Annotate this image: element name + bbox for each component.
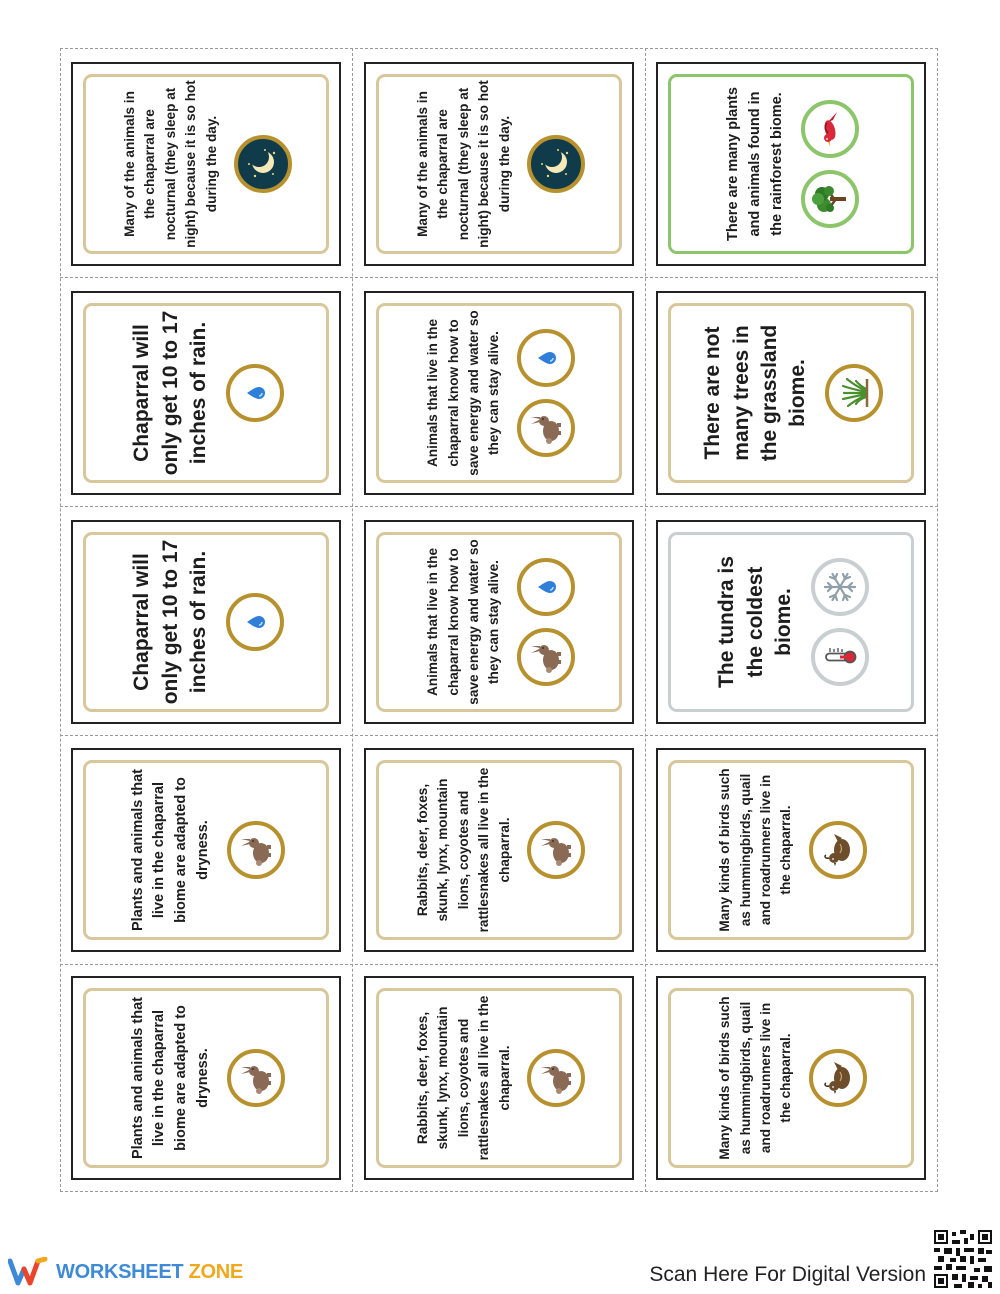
fact-card <box>364 976 634 1180</box>
rabbit-icon <box>527 821 585 879</box>
fact-card-frame <box>83 988 329 1168</box>
fact-card-content <box>376 762 622 938</box>
fact-card-text: Many kinds of birds such as hummingbirds, quail and roadrunners live in the chaparral. <box>717 996 794 1160</box>
fact-card-frame <box>376 303 622 483</box>
fact-card-frame <box>376 532 622 712</box>
fact-card-content <box>376 305 622 481</box>
rabbit-icon <box>527 1049 585 1107</box>
water-drop-icon <box>226 364 284 422</box>
fact-card <box>364 62 634 266</box>
fact-card-content <box>668 76 914 252</box>
fact-card <box>364 520 634 724</box>
fact-card-icons <box>527 1049 585 1107</box>
fact-card-text: Many kinds of birds such as hummingbirds, quail and roadrunners live in the chaparral. <box>717 768 794 932</box>
fact-card-frame <box>376 74 622 254</box>
fact-card-text: Chaparral will only get 10 to 17 inches of rain. <box>130 539 211 705</box>
fact-card-text: Animals that live in the chaparral know how to save energy and water so they can stay alive. <box>425 310 502 476</box>
cut-line-horizontal <box>60 735 938 736</box>
fact-card-frame <box>376 988 622 1168</box>
fact-card-icons <box>527 821 585 879</box>
fact-card <box>364 291 634 495</box>
logo-text-worksheet: WORKSHEET <box>56 1260 184 1283</box>
fact-card-text: There are many plants and animals found in the rainforest biome. <box>725 87 785 241</box>
fact-card-content <box>83 534 329 710</box>
fact-card-content <box>668 534 914 710</box>
logo-w-icon <box>8 1257 48 1287</box>
fact-card-frame <box>668 74 914 254</box>
fact-card-icons <box>809 821 867 879</box>
fact-card-icons <box>517 558 575 686</box>
fact-card-frame <box>668 532 914 712</box>
fact-card-content <box>668 990 914 1166</box>
fact-card <box>71 291 341 495</box>
fact-card-content <box>376 990 622 1166</box>
water-drop-icon <box>517 329 575 387</box>
fact-card-content <box>668 762 914 938</box>
worksheet-zone-logo <box>8 1257 243 1287</box>
fact-card-icons <box>527 135 585 193</box>
tree-icon <box>801 170 859 228</box>
bird-icon <box>801 100 859 158</box>
fact-card <box>364 748 634 952</box>
fact-card-icons <box>517 329 575 457</box>
quail-icon <box>809 821 867 879</box>
fact-card-frame <box>83 303 329 483</box>
fact-card <box>656 748 926 952</box>
fact-card-content <box>83 305 329 481</box>
fact-card <box>71 976 341 1180</box>
water-drop-icon <box>226 593 284 651</box>
fact-card-frame <box>83 532 329 712</box>
fact-card-text: Plants and animals that live in the chaparral biome are adapted to dryness. <box>129 997 211 1159</box>
fact-card-text: Plants and animals that live in the chaparral biome are adapted to dryness. <box>129 769 211 931</box>
fact-card-text: Animals that live in the chaparral know how to save energy and water so they can stay alive. <box>425 539 502 705</box>
fact-card-icons <box>811 558 869 686</box>
fact-card-frame <box>376 760 622 940</box>
fact-card-content <box>376 534 622 710</box>
thermometer-icon <box>811 628 869 686</box>
fact-card-content <box>668 305 914 481</box>
scan-digital-version-text: Scan Here For Digital Version <box>649 1263 926 1286</box>
fact-card-icons <box>226 364 284 422</box>
fact-card-text: Chaparral will only get 10 to 17 inches of rain. <box>130 310 211 476</box>
fact-card-content <box>83 76 329 252</box>
moon-night-icon <box>527 135 585 193</box>
grass-icon <box>825 364 883 422</box>
fact-card <box>656 520 926 724</box>
fact-card-icons <box>809 1049 867 1107</box>
cut-line-horizontal <box>60 277 938 278</box>
rabbit-icon <box>517 399 575 457</box>
cut-line-vertical <box>352 48 353 1192</box>
qr-code-icon[interactable] <box>934 1230 992 1288</box>
fact-card-icons <box>227 821 285 879</box>
snowflake-icon <box>811 558 869 616</box>
cut-line-horizontal <box>60 964 938 965</box>
fact-card-icons <box>226 593 284 651</box>
fact-card-text: There are not many trees in the grassland biome. <box>701 324 810 462</box>
rabbit-icon <box>227 1049 285 1107</box>
fact-card-text: Rabbits, deer, foxes, skunk, lynx, mountain lions, coyotes and rattlesnakes all live in the chaparral. <box>415 995 512 1161</box>
fact-card-frame <box>83 760 329 940</box>
fact-card-text: Many of the animals in the chaparral are nocturnal (they sleep at night) because it is so hot during the day. <box>415 80 512 248</box>
rabbit-icon <box>227 821 285 879</box>
fact-card <box>656 976 926 1180</box>
moon-night-icon <box>234 135 292 193</box>
fact-card <box>656 291 926 495</box>
fact-card <box>71 520 341 724</box>
fact-card-content <box>376 76 622 252</box>
fact-card-text: Rabbits, deer, foxes, skunk, lynx, mountain lions, coyotes and rattlesnakes all live in the chaparral. <box>415 767 512 933</box>
fact-card-icons <box>801 100 859 228</box>
fact-card-icons <box>825 364 883 422</box>
water-drop-icon <box>517 558 575 616</box>
logo-text-zone: ZONE <box>188 1260 243 1283</box>
fact-card-text: The tundra is the coldest biome. <box>715 556 796 688</box>
fact-card <box>71 62 341 266</box>
fact-card-content <box>83 990 329 1166</box>
fact-card-frame <box>668 303 914 483</box>
fact-card <box>656 62 926 266</box>
fact-card-frame <box>668 988 914 1168</box>
fact-card-icons <box>227 1049 285 1107</box>
fact-card <box>71 748 341 952</box>
rabbit-icon <box>517 628 575 686</box>
fact-card-frame <box>83 74 329 254</box>
fact-card-text: Many of the animals in the chaparral are nocturnal (they sleep at night) because it is so hot during the day. <box>122 80 219 248</box>
fact-card-frame <box>668 760 914 940</box>
quail-icon <box>809 1049 867 1107</box>
cut-line-horizontal <box>60 506 938 507</box>
cut-line-vertical <box>645 48 646 1192</box>
fact-card-content <box>83 762 329 938</box>
fact-card-icons <box>234 135 292 193</box>
